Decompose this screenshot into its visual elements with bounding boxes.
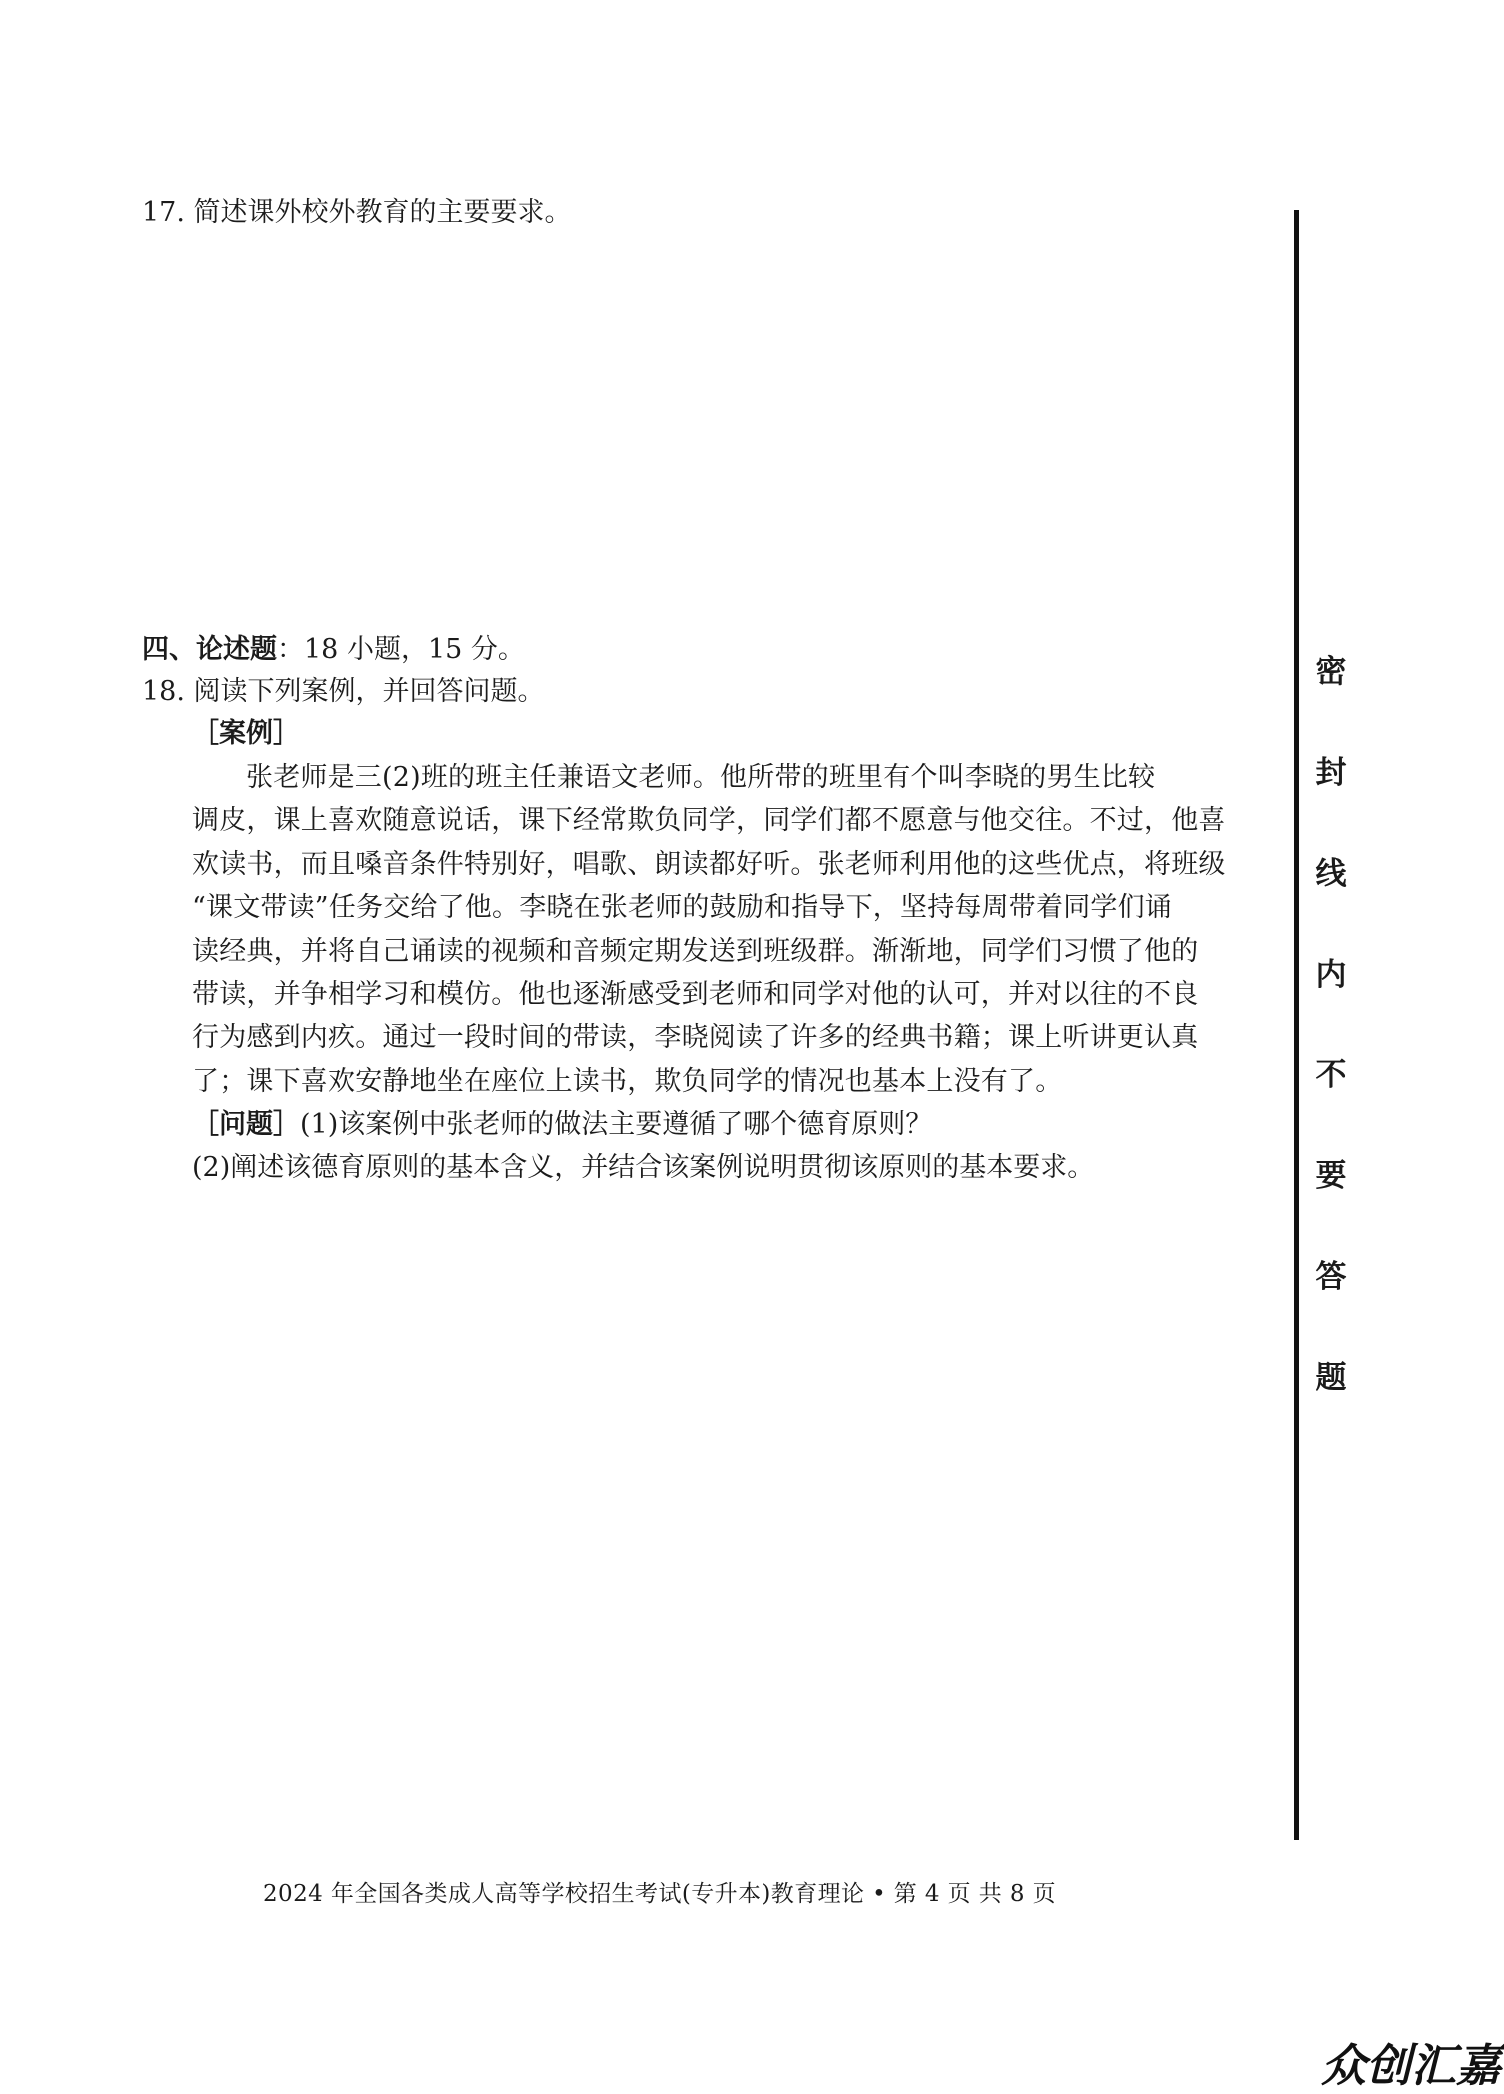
section-4-title: 四、论述题 — [142, 634, 277, 665]
seal-char: 线 — [1315, 855, 1347, 892]
question-18-intro: 18. 阅读下列案例，并回答问题。 — [142, 676, 545, 707]
case-line: 欢读书，而且嗓音条件特别好，唱歌、朗读都好听。张老师利用他的这些优点，将班级 — [192, 848, 1226, 880]
case-label: ［案例］ — [192, 718, 300, 749]
watermark-logo: 众创汇嘉 — [1321, 2040, 1502, 2092]
seal-char: 密 — [1315, 654, 1347, 690]
question-18-part-2: (2)阐述该德育原则的基本含义，并结合该案例说明贯彻该原则的基本要求。 — [192, 1152, 1095, 1184]
seal-line — [1294, 210, 1299, 1840]
case-line: 行为感到内疚。通过一段时间的带读，李晓阅读了许多的经典书籍；课上听讲更认真 — [192, 1022, 1199, 1054]
seal-char: 要 — [1315, 1158, 1347, 1195]
case-line: 带读，并争相学习和模仿。他也逐渐感受到老师和同学对他的认可，并对以往的不良 — [192, 978, 1199, 1010]
case-line: 调皮，课上喜欢随意说话，课下经常欺负同学，同学们都不愿意与他交往。不过，他喜 — [192, 805, 1226, 837]
seal-char: 不 — [1315, 1057, 1347, 1094]
question-17: 17. 简述课外校外教育的主要要求。 — [142, 197, 572, 228]
question-label: ［问题］ — [192, 1109, 300, 1141]
page-footer: 2024 年全国各类成人高等学校招生考试(专升本)教育理论 • 第 4 页 共 8 页 — [263, 1881, 1057, 1907]
section-4-detail: 18 小题，15 分。 — [304, 634, 525, 665]
section-4-colon: ： — [277, 634, 304, 665]
question-18-case — [192, 714, 1252, 1189]
seal-char: 答 — [1315, 1259, 1347, 1296]
case-line: “课文带读”任务交给了他。李晓在张老师的鼓励和指导下，坚持每周带着同学们诵 — [192, 892, 1173, 924]
seal-char: 题 — [1315, 1359, 1347, 1396]
case-text — [192, 756, 1252, 1103]
section-4-heading — [142, 630, 1192, 670]
question-18-part-1 — [192, 1103, 1252, 1146]
seal-line-notice — [1309, 655, 1353, 1395]
case-line: 读经典，并将自己诵读的视频和音频定期发送到班级群。渐渐地，同学们习惯了他的 — [192, 935, 1199, 967]
seal-char: 封 — [1315, 754, 1347, 791]
case-line: 了；课下喜欢安静地坐在座位上读书，欺负同学的情况也基本上没有了。 — [192, 1065, 1063, 1097]
seal-char: 内 — [1315, 956, 1347, 993]
case-line: 张老师是三(2)班的班主任兼语文老师。他所带的班里有个叫李晓的男生比较 — [246, 762, 1156, 793]
question-18-part-1-text: (1)该案例中张老师的做法主要遵循了哪个德育原则？ — [300, 1109, 933, 1141]
